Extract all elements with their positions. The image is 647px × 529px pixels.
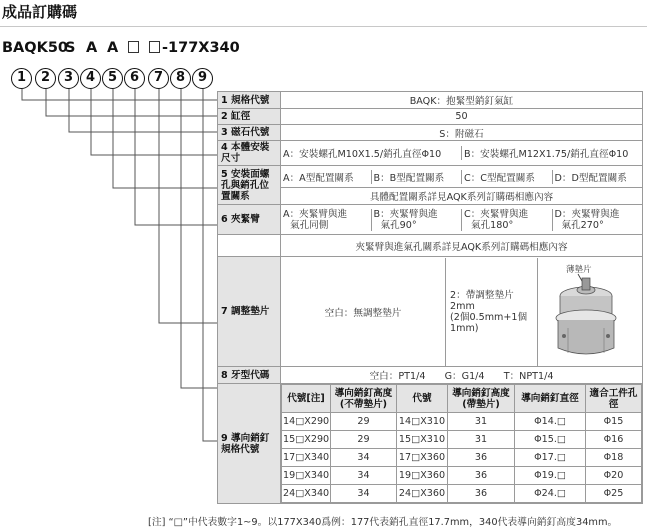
row-num: 9: [221, 432, 228, 444]
table-cell: Φ24.□: [515, 485, 586, 503]
table-cell: 14□X310: [397, 413, 448, 431]
position-number: 4: [80, 68, 101, 89]
row-mount-size: [218, 141, 643, 166]
table-cell: 29: [331, 431, 397, 449]
option-b: [372, 209, 463, 231]
table-cell: 24□X340: [282, 485, 331, 503]
row-label: [218, 257, 281, 367]
table-cell: Φ15.□: [515, 431, 586, 449]
position-number: 6: [124, 68, 145, 89]
table-row: [282, 449, 642, 467]
row-value: BAQK：抱緊型銷釘氣缸: [281, 92, 643, 109]
row-value: 空白：PT1/4 G：G1/4 T：NPT1/4: [281, 367, 643, 384]
row-label-text: 夾緊臂: [231, 214, 260, 225]
row-options: [281, 141, 643, 166]
row-label: [218, 205, 281, 235]
table-cell: 31: [448, 431, 515, 449]
shim-callout-label: 薄墊片: [566, 264, 592, 275]
row-spec-code: [218, 92, 643, 109]
header-cell: 導向銷釘直徑: [515, 385, 586, 413]
table-cell: Φ19.□: [515, 467, 586, 485]
table-cell: 17□X360: [397, 449, 448, 467]
position-number: 3: [58, 68, 79, 89]
table-cell: Φ16: [586, 431, 642, 449]
option-line: A：夾緊臂與進: [283, 208, 348, 220]
row-num: 1: [221, 94, 228, 106]
row-options: [281, 166, 643, 188]
row-label-text: 缸徑: [231, 111, 251, 122]
table-row: [282, 431, 642, 449]
option-line: C：夾緊臂與進: [464, 208, 529, 220]
table-cell: 34: [331, 467, 397, 485]
option-c: [462, 209, 553, 231]
position-number: 7: [148, 68, 169, 89]
option-a: [281, 209, 372, 231]
table-cell: 36: [448, 485, 515, 503]
position-number: 8: [170, 68, 191, 89]
table-cell: Φ15: [586, 413, 642, 431]
table-cell: 24□X360: [397, 485, 448, 503]
guide-pin-header: [282, 385, 642, 413]
option-b: B：B型配置關系: [372, 170, 463, 184]
option-b: B：安裝螺孔M12X1.75/銷孔直徑Φ10: [464, 149, 629, 160]
row-label-text: 本體安裝尺寸: [221, 142, 270, 164]
option-line: B：夾緊臂與進: [373, 208, 438, 220]
table-cell: Φ25: [586, 485, 642, 503]
code-part-series: BAQK50: [2, 40, 69, 56]
table-cell: 36: [448, 467, 515, 485]
row-hole-position-note: [218, 188, 643, 205]
table-cell: 34: [331, 449, 397, 467]
row-label-text: 安裝面螺孔與銷孔位置關系: [221, 168, 270, 202]
table-row: [282, 467, 642, 485]
row-label: [218, 384, 281, 504]
table-cell: 31: [448, 413, 515, 431]
code-part-mount: A: [86, 40, 98, 56]
option-line: (2個0.5mm+1個1mm): [450, 311, 528, 334]
code-part-position: A: [107, 40, 119, 56]
page-title: 成品訂購碼: [2, 3, 78, 21]
row-hole-position: [218, 166, 643, 188]
table-cell: 15□X310: [397, 431, 448, 449]
row-magnet: [218, 125, 643, 141]
header-cell: 導向銷釘高度(不帶墊片): [331, 385, 397, 413]
row-label: [218, 166, 281, 205]
cylinder-illustration: [538, 258, 638, 366]
option-a: A：安裝螺孔M10X1.5/銷孔直徑Φ10: [281, 146, 462, 160]
table-cell: 19□X340: [282, 467, 331, 485]
row-label: [218, 92, 281, 109]
table-row: [282, 413, 642, 431]
footnote: [注] “□”中代表數字1~9。以177X340爲例：177代表銷孔直徑17.7mm，340代表導向銷釘高度34mm。: [148, 517, 618, 528]
row-label: [218, 109, 281, 125]
option-line: 氣孔180°: [471, 219, 514, 231]
header-cell: 導向銷釘高度(帶墊片): [448, 385, 515, 413]
header-cell: 適合工件孔徑: [586, 385, 642, 413]
code-part-magnet: S: [65, 40, 76, 56]
row-num: 5: [221, 168, 228, 180]
position-number: 5: [102, 68, 123, 89]
header-cell: 代號: [397, 385, 448, 413]
row-note: 夾緊臂與進氣孔關系詳見AQK系列訂購碼相應內容: [281, 235, 643, 257]
table-cell: 17□X340: [282, 449, 331, 467]
row-options: [281, 205, 643, 235]
option-c: C：C型配置關系: [462, 170, 553, 184]
table-cell: Φ20: [586, 467, 642, 485]
spec-table: [217, 91, 643, 504]
row-label-text: 調整墊片: [231, 306, 270, 317]
option-line: 2：帶調整墊片2mm: [450, 289, 514, 312]
row-label-blank: [218, 235, 281, 257]
shim-illustration: [538, 258, 642, 366]
row-label-text: 牙型代碼: [231, 369, 270, 381]
table-cell: 14□X290: [282, 413, 331, 431]
table-cell: 19□X360: [397, 467, 448, 485]
row-num: 6: [221, 214, 228, 225]
row-shim: [218, 257, 643, 367]
option-d: [553, 209, 643, 231]
table-cell: Φ17.□: [515, 449, 586, 467]
option-line: 氣孔270°: [561, 219, 604, 231]
guide-pin-table: [281, 384, 642, 503]
option-d: D：D型配置關系: [554, 172, 627, 184]
table-row: [282, 485, 642, 503]
position-number: 9: [192, 68, 213, 89]
position-number: 2: [35, 68, 56, 89]
table-cell: Φ18: [586, 449, 642, 467]
option-line: 氣孔同側: [290, 219, 329, 231]
row-label-text: 規格代號: [231, 94, 270, 106]
row-clamp-arm: [218, 205, 643, 235]
row-num: 4: [221, 142, 228, 153]
row-thread: [218, 367, 643, 384]
row-num: 3: [221, 127, 228, 138]
table-cell: Φ14.□: [515, 413, 586, 431]
row-note: 具體配置關系詳見AQK系列訂購碼相應內容: [281, 188, 643, 205]
position-number: 1: [11, 68, 32, 89]
row-value: 50: [281, 109, 643, 125]
row-label-text: 導向銷釘規格代號: [221, 432, 270, 455]
row-label: [218, 141, 281, 166]
option-line: 氣孔90°: [380, 219, 417, 231]
guide-pin-table-cell: [281, 384, 643, 504]
option-shim: [446, 258, 538, 366]
row-label-text: 磁石代號: [231, 127, 270, 138]
row-label: [218, 367, 281, 384]
code-part-pin: -177X340: [162, 40, 240, 56]
row-bore: [218, 109, 643, 125]
header-cell: 代號[注]: [282, 385, 331, 413]
option-a: A：A型配置關系: [281, 170, 372, 184]
table-cell: 29: [331, 413, 397, 431]
row-num: 8: [221, 369, 228, 381]
option-blank: 空白：無調整墊片: [281, 258, 446, 366]
row-value: S：附磁石: [281, 125, 643, 141]
row-options: [281, 257, 643, 367]
row-clamp-arm-note: [218, 235, 643, 257]
row-label: [218, 125, 281, 141]
row-num: 2: [221, 111, 228, 122]
row-guide-pin: [218, 384, 643, 504]
option-line: D：夾緊臂與進: [554, 208, 620, 220]
table-cell: 15□X290: [282, 431, 331, 449]
table-cell: 36: [448, 449, 515, 467]
row-num: 7: [221, 306, 228, 317]
table-cell: 34: [331, 485, 397, 503]
